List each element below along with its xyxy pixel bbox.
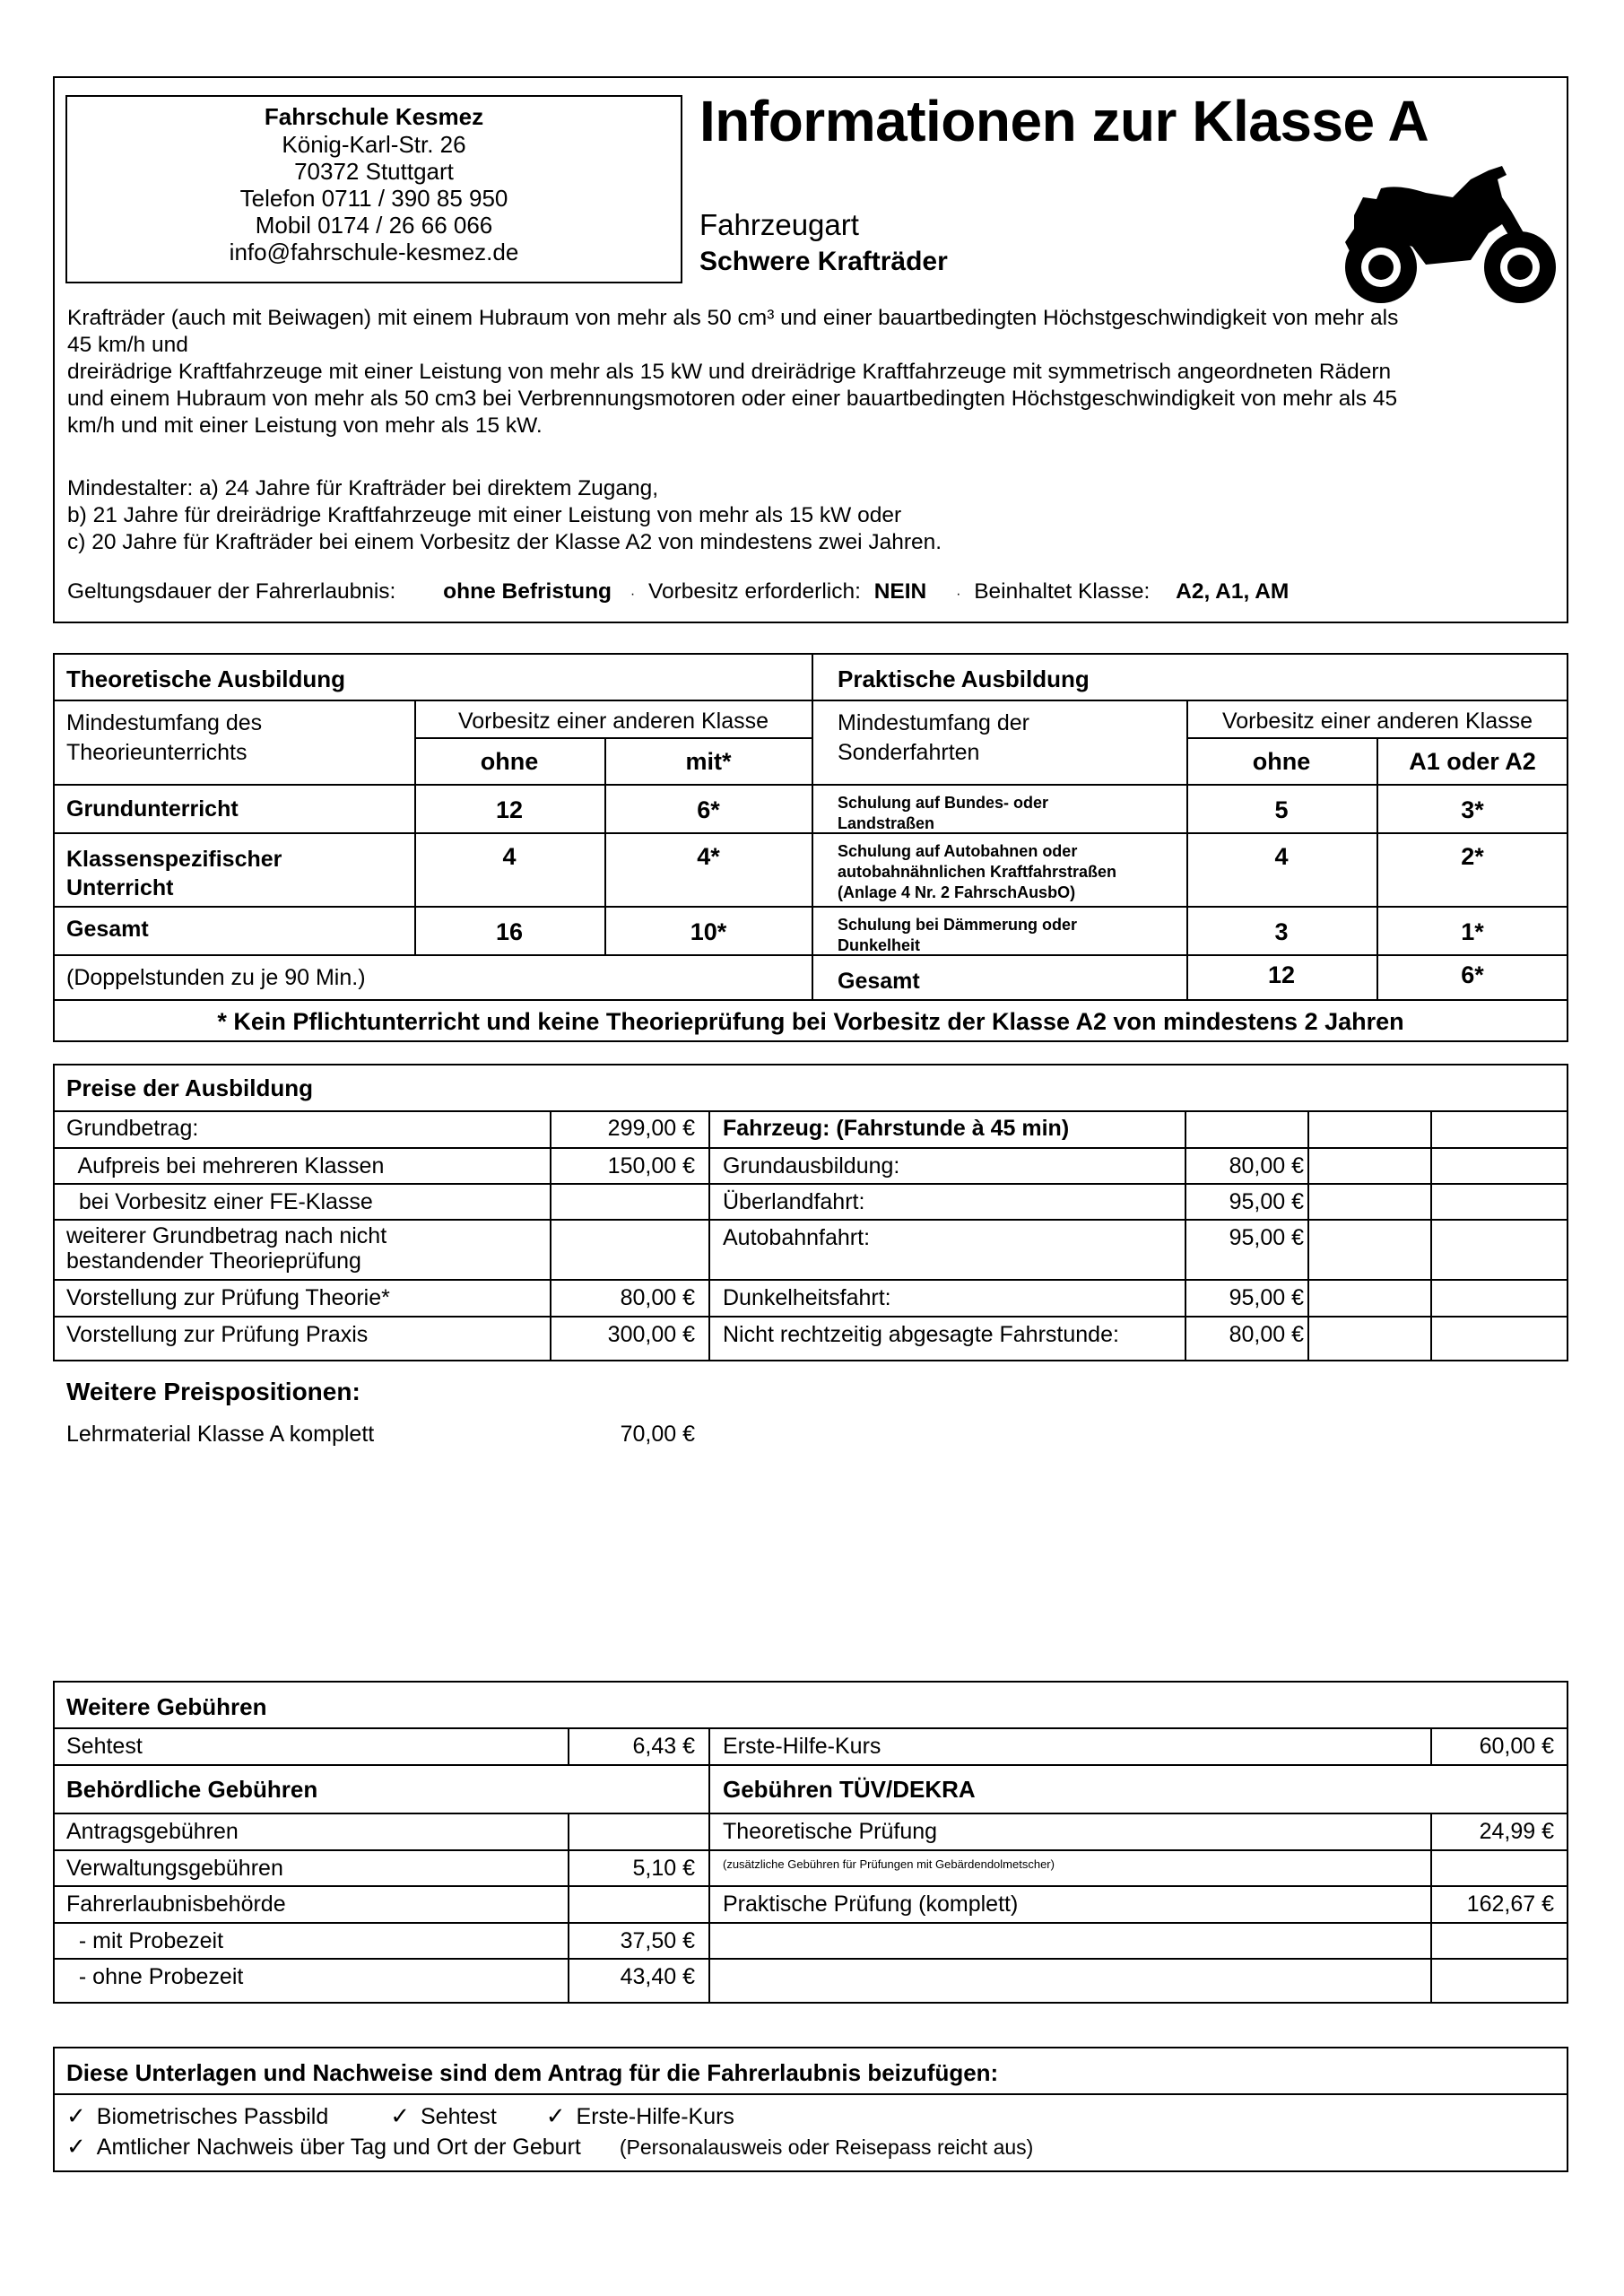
documents-note: (Personalausweis oder Reisepass reicht aus): [619, 2135, 1034, 2159]
prior-required-value: NEIN: [873, 579, 927, 604]
checkmark-icon: ✓: [390, 2102, 410, 2129]
practice-prior-header: Vorbesitz einer anderen Klasse: [1221, 709, 1533, 734]
practice-title: Praktische Ausbildung: [838, 665, 1090, 692]
validity-label: Geltungsdauer der Fahrerlaubnis:: [67, 579, 396, 604]
school-city: 70372 Stuttgart: [294, 158, 454, 185]
document-item: ✓ Sehtest: [390, 2102, 497, 2129]
vehicle-type-value: Schwere Krafträder: [699, 247, 948, 276]
checkmark-icon: ✓: [545, 2102, 566, 2129]
document-item: ✓ Biometrisches Passbild: [66, 2102, 329, 2129]
documents-line-2: [66, 2133, 1033, 2161]
school-mobile[interactable]: Mobil 0174 / 26 66 066: [255, 212, 493, 239]
training-footnote: * Kein Pflichtunterricht und keine Theorieprüfung bei Vorbesitz der Klasse A2 von mindestens 2 Jahren: [217, 1008, 1404, 1035]
theory-prior-header: Vorbesitz einer anderen Klasse: [457, 709, 769, 734]
practice-col-with: A1 oder A2: [1409, 748, 1536, 775]
documents-line-1: [66, 2102, 734, 2130]
document-item: ✓ Amtlicher Nachweis über Tag und Ort der Geburt: [66, 2133, 581, 2160]
prices-title: Preise der Ausbildung: [66, 1074, 313, 1101]
theory-title: Theoretische Ausbildung: [66, 665, 346, 692]
page-title: Informationen zur Klasse A: [699, 89, 1429, 153]
checkmark-icon: ✓: [66, 2102, 86, 2129]
school-name: Fahrschule Kesmez: [264, 103, 484, 130]
includes-classes-label: Beinhaltet Klasse:: [974, 579, 1151, 604]
class-description: Krafträder (auch mit Beiwagen) mit einem Hubraum von mehr als 50 cm³ und einer bauartbedingten Höchstgeschwindigkeit von mehr als 45 km/h und dreirädrige Kraftfahrzeuge mit einer Leistung von mehr als 15 kW und dreirädrige Kraftfahrzeuge mit symmetrisch angeordneten Rädern und einem Hubraum von mehr als 50 cm3 bei Verbrennungsmotoren oder einer bauartbedingten Höchstgeschwindigkeit von mehr als 45 km/h und mit einer Leistung von mehr als 15 kW.: [67, 306, 1399, 438]
fees-title: Weitere Gebühren: [66, 1693, 267, 1720]
theory-scope-label: Mindestumfang des Theorieunterrichts: [66, 710, 263, 765]
school-address-box: [65, 95, 682, 283]
authority-fees-title: Behördliche Gebühren: [66, 1776, 318, 1803]
validity-line: Geltungsdauer der Fahrerlaubnis: ohne Befristung · Vorbesitz erforderlich: NEIN · Beinhaltet Klasse: A2, A1, AM: [67, 579, 1290, 604]
practice-col-without: ohne: [1252, 748, 1311, 775]
school-phone[interactable]: Telefon 0711 / 390 85 950: [239, 185, 508, 212]
vehicle-type-label: Fahrzeugart: [699, 208, 859, 241]
validity-value: ohne Befristung: [443, 579, 612, 604]
includes-classes-value: A2, A1, AM: [1176, 579, 1290, 604]
vehicle-lesson-header: Fahrzeug: (Fahrstunde à 45 min): [723, 1116, 1070, 1141]
school-email[interactable]: info@fahrschule-kesmez.de: [229, 239, 519, 265]
theory-col-without: ohne: [480, 748, 539, 775]
theory-note: (Doppelstunden zu je 90 Min.): [66, 965, 366, 990]
minimum-age: Mindestalter: a) 24 Jahre für Krafträder bei direktem Zugang, b) 21 Jahre für dreirädrige Kraftfahrzeuge mit einer Leistung von mehr als 15 kW oder c) 20 Jahre für Krafträder bei einem Vorbesitz der Klasse A2 von mindestens zwei Jahren.: [67, 476, 942, 554]
checkmark-icon: ✓: [66, 2133, 86, 2160]
theory-col-with: mit*: [685, 748, 732, 775]
school-street: König-Karl-Str. 26: [282, 131, 466, 158]
document-item: ✓ Erste-Hilfe-Kurs: [545, 2102, 734, 2129]
documents-title: Diese Unterlagen und Nachweise sind dem Antrag für die Fahrerlaubnis beizufügen:: [66, 2059, 999, 2086]
tuv-fees-title: Gebühren TÜV/DEKRA: [723, 1776, 976, 1803]
practice-scope-label: Mindestumfang der Sonderfahrten: [838, 710, 1030, 765]
prior-required-label: Vorbesitz erforderlich:: [647, 579, 861, 604]
extra-prices-title: Weitere Preispositionen:: [66, 1378, 360, 1405]
motorcycle-icon: [1327, 161, 1560, 305]
